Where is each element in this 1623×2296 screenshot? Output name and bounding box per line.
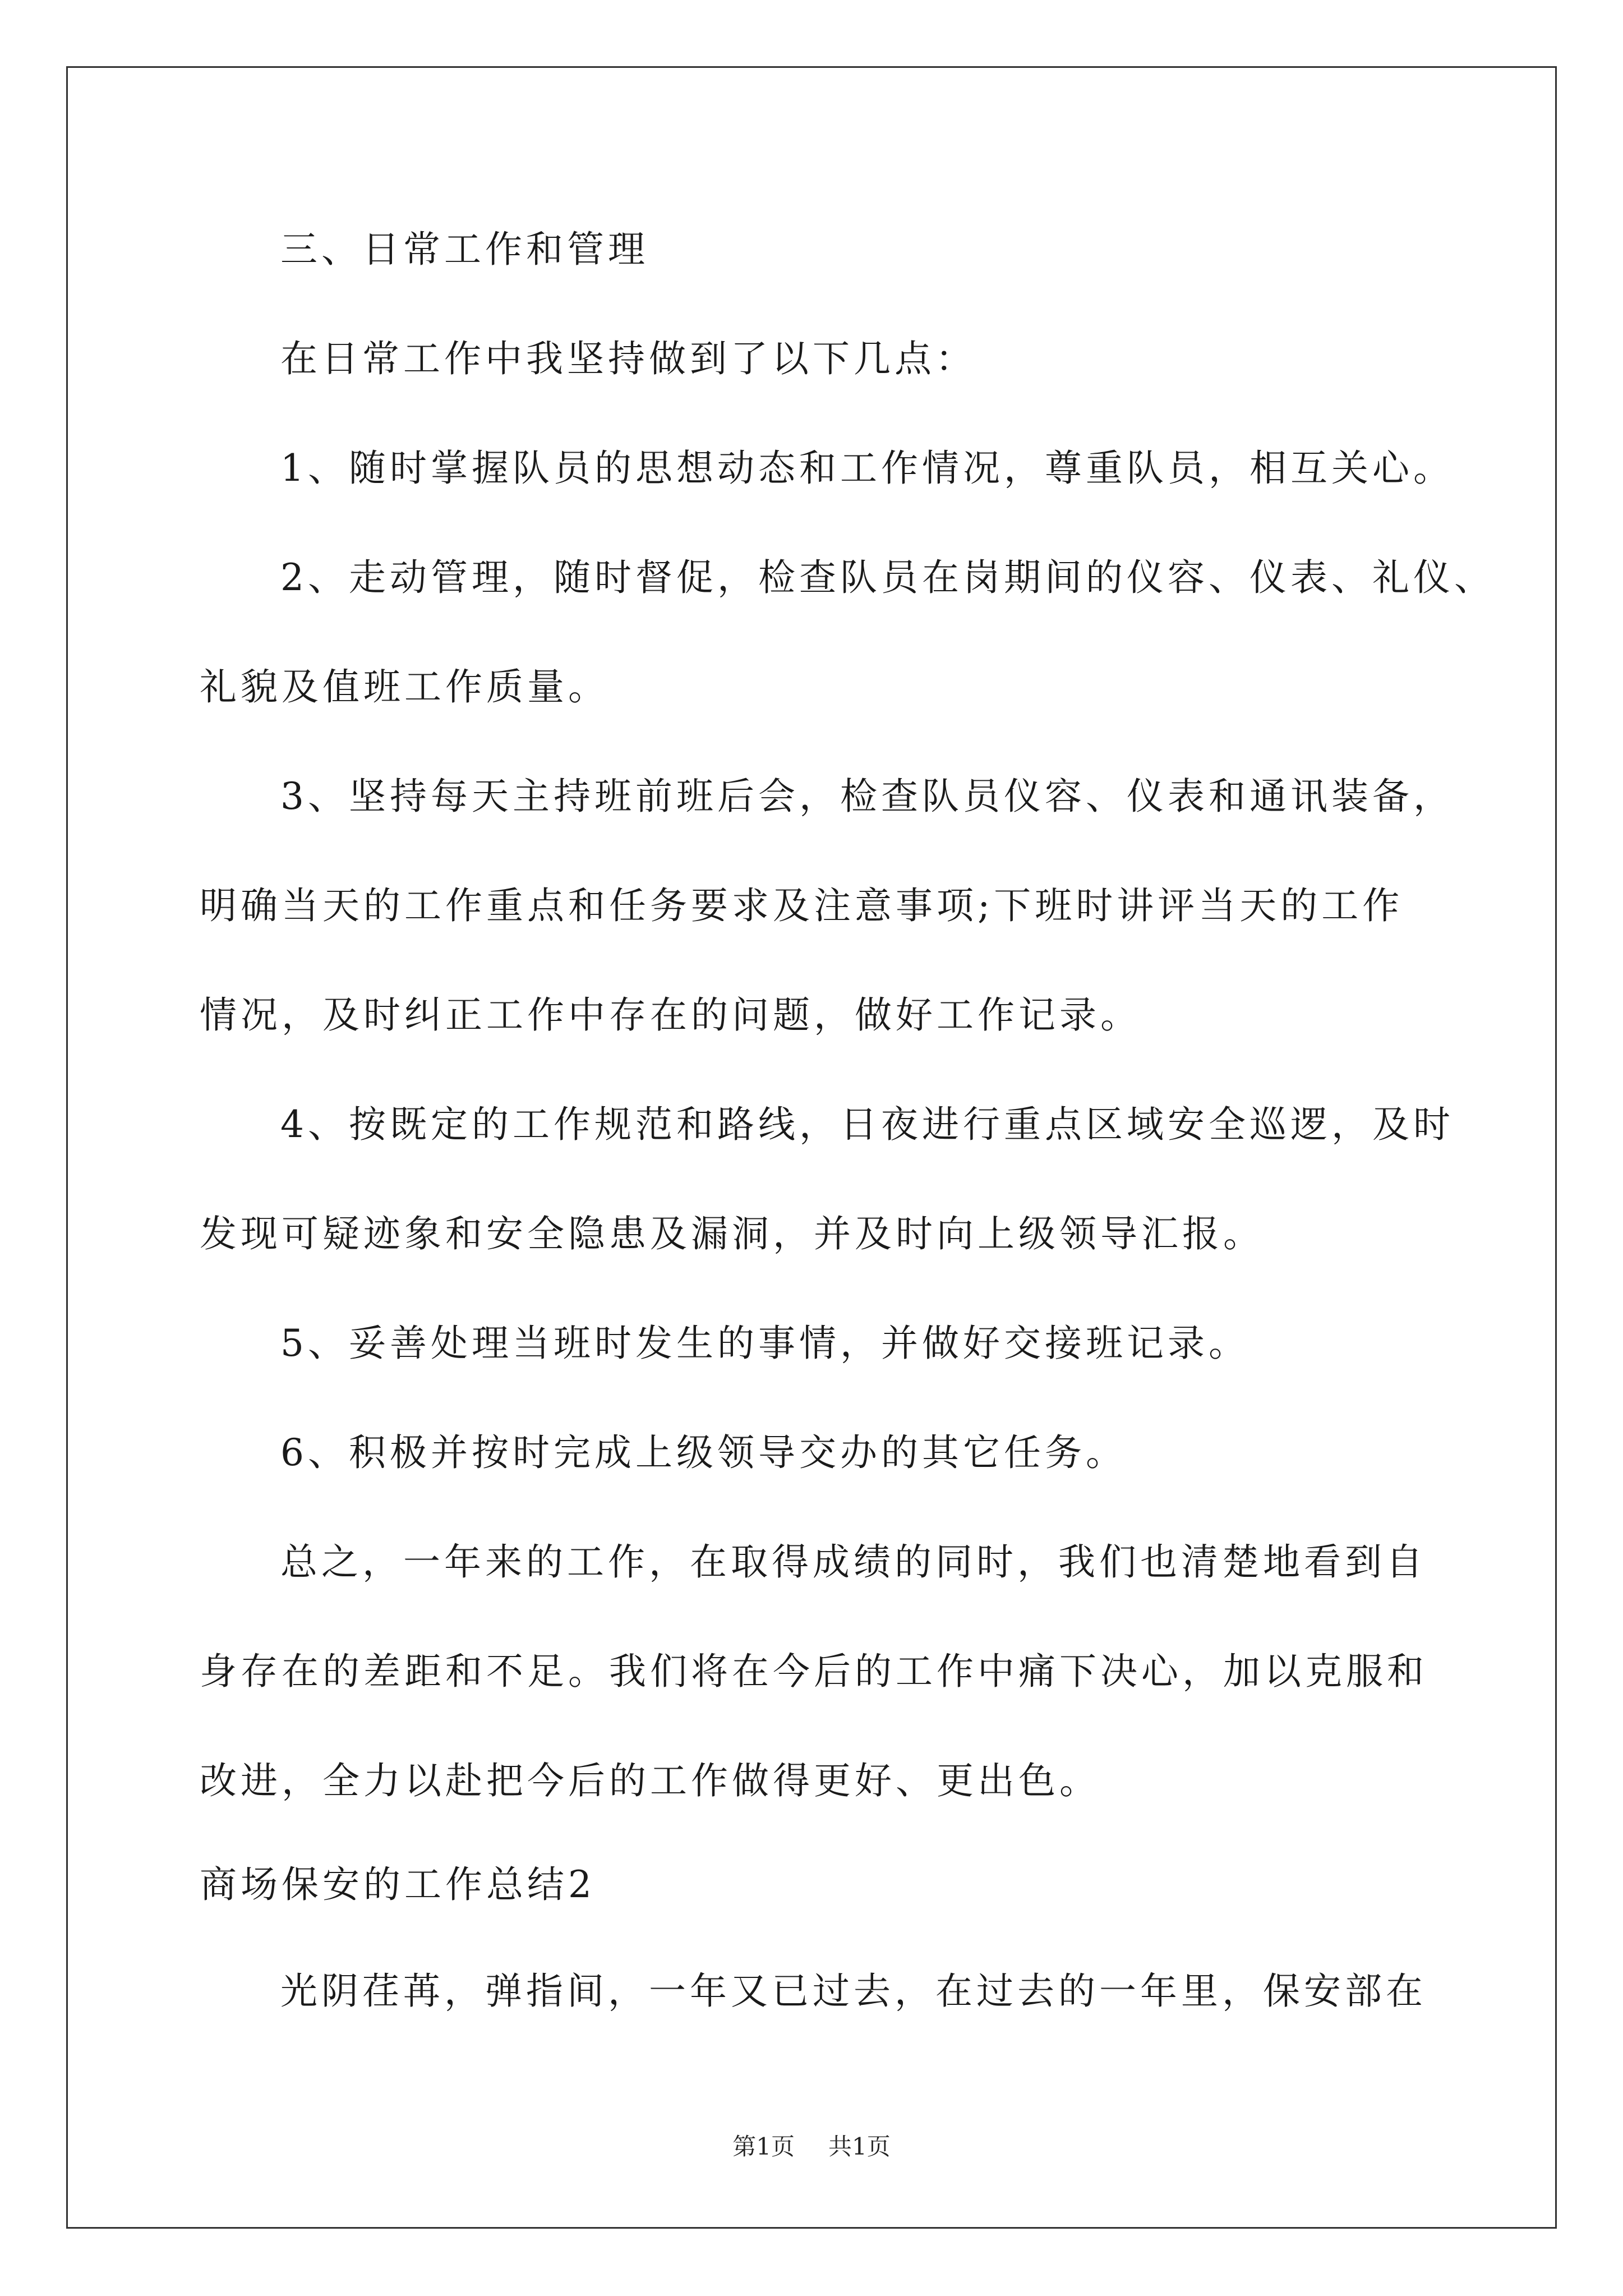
page-footer (0, 2133, 1623, 2161)
document-subtitle: 商场保安的工作总结2 (200, 1863, 596, 1906)
page-count: 共1页 (828, 2133, 891, 2160)
list-item-5: 5、妥善处理当班时发生的事情，并做好交接班记录。 (280, 1322, 1249, 1365)
list-item-2: 2、走动管理，随时督促，检查队员在岗期间的仪容、仪表、礼仪、 (280, 556, 1495, 599)
paragraph-line: 在日常工作中我坚持做到了以下几点： (280, 337, 976, 380)
list-item-3: 3、坚持每天主持班前班后会，检查队员仪容、仪表和通讯装备， (280, 775, 1454, 818)
list-item-3-cont: 明确当天的工作重点和任务要求及注意事项;下班时讲评当天的工作 (200, 884, 1404, 927)
summary-paragraph-cont: 改进，全力以赴把今后的工作做得更好、更出色。 (200, 1759, 1100, 1802)
list-item-1: 1、随时掌握队员的思想动态和工作情况，尊重队员，相互关心。 (280, 447, 1454, 490)
list-item-3-cont: 情况，及时纠正工作中存在的问题，做好工作记录。 (200, 993, 1141, 1037)
list-item-4: 4、按既定的工作规范和路线，日夜进行重点区域安全巡逻，及时 (280, 1103, 1454, 1146)
section-heading: 三、日常工作和管理 (280, 228, 649, 271)
page-number: 第1页 (732, 2133, 795, 2160)
summary-paragraph-cont: 身存在的差距和不足。我们将在今后的工作中痛下决心，加以克服和 (200, 1650, 1428, 1693)
list-item-2-cont: 礼貌及值班工作质量。 (200, 665, 609, 708)
paragraph-line: 光阴荏苒，弹指间，一年又已过去，在过去的一年里，保安部在 (280, 1970, 1427, 2013)
summary-paragraph: 总之，一年来的工作，在取得成绩的同时，我们也清楚地看到自 (280, 1540, 1427, 1584)
list-item-4-cont: 发现可疑迹象和安全隐患及漏洞，并及时向上级领导汇报。 (200, 1212, 1264, 1255)
list-item-6: 6、积极并按时完成上级领导交办的其它任务。 (280, 1431, 1127, 1474)
